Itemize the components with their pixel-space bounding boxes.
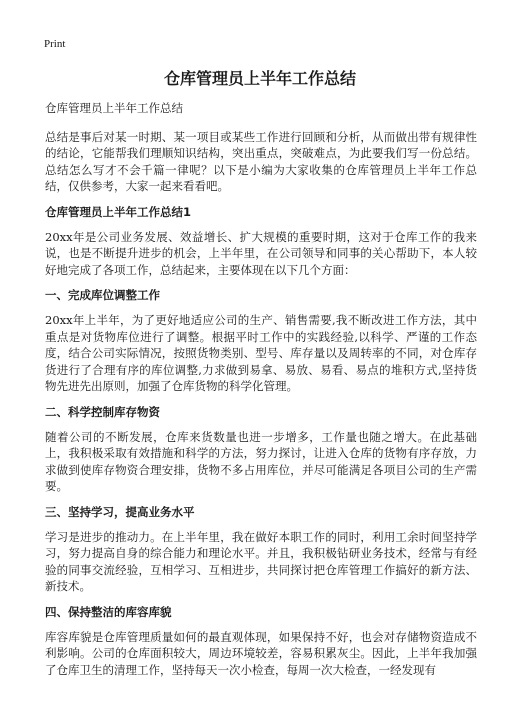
point-paragraph-4: 库容库貌是仓库管理质量如何的最直观体现，如果保持不好，也会对存储物资造成不利影响。公司的仓库面积较大，周边环境较差，容易积累灰尘。因此，上半年我加强了仓库卫生的清理工作，坚持每天一次小检查，每周一次大检查，一经发现有 — [45, 629, 477, 677]
document-title: 仓库管理员上半年工作总结 — [163, 69, 356, 88]
point-heading-4: 四、保持整洁的库容库貌 — [45, 604, 172, 619]
point-heading-3: 三、坚持学习，提高业务水平 — [45, 504, 195, 519]
point-paragraph-1: 20xx年上半年，为了更好地适应公司的生产、销售需要,我不断改进工作方法，其中重点是对货物库位进行了调整。根据平时工作中的实践经验,以科学、严谨的工作态度，结合公司实际情况，按照货物类别、型号、库存量以及周转率的不同，对仓库存货进行了合理有序的库位调整,力求做到易拿、易放、易看、易点的堆积方式,坚持货物先进先出原则，加强了仓库货物的科学化管理。 — [45, 313, 477, 393]
document-body — [45, 100, 477, 687]
document-subtitle: 仓库管理员上半年工作总结 — [45, 101, 183, 115]
point-heading-2: 二、科学控制库存物资 — [45, 404, 160, 419]
point-paragraph-3: 学习是进步的推动力。在上半年里，我在做好本职工作的同时，利用工余时间坚持学习，努力提高自身的综合能力和理论水平。并且，我积极钻研业务技术，经常与有经验的同事交流经验，互相学习、互相进步，共同探讨把仓库管理工作搞好的新方法、新技术。 — [45, 529, 477, 593]
print-label[interactable]: Print — [44, 38, 66, 50]
section-intro-paragraph: 20xx年是公司业务发展、效益增长、扩大规模的重要时期，这对于仓库工作的我来说，也是不断提升进步的机会，上半年里，在公司领导和同事的关心帮助下，本人较好地完成了各项工作，总结起来，主要体现在以下几个方面： — [45, 229, 477, 277]
point-paragraph-2: 随着公司的不断发展，仓库来货数量也进一步增多，工作量也随之增大。在此基础上，我积极采取有效措施和科学的方法，努力探讨，让进入仓库的货物有序存放，力求做到使库存物资合理安排，货物不多占用库位，并尽可能满足各项目公司的生产需要。 — [45, 429, 477, 493]
point-heading-1: 一、完成库位调整工作 — [45, 288, 160, 302]
intro-paragraph: 总结是事后对某一时期、某一项目或某些工作进行回顾和分析，从而做出带有规律性的结论，它能帮我们理顺知识结构，突出重点，突破难点，为此要我们写一份总结。总结怎么写才不会千篇一律呢？以下是小编为大家收集的仓库管理员上半年工作总结，仅供参考，大家一起来看看吧。 — [45, 129, 477, 193]
section-heading: 仓库管理员上半年工作总结1 — [45, 204, 192, 219]
